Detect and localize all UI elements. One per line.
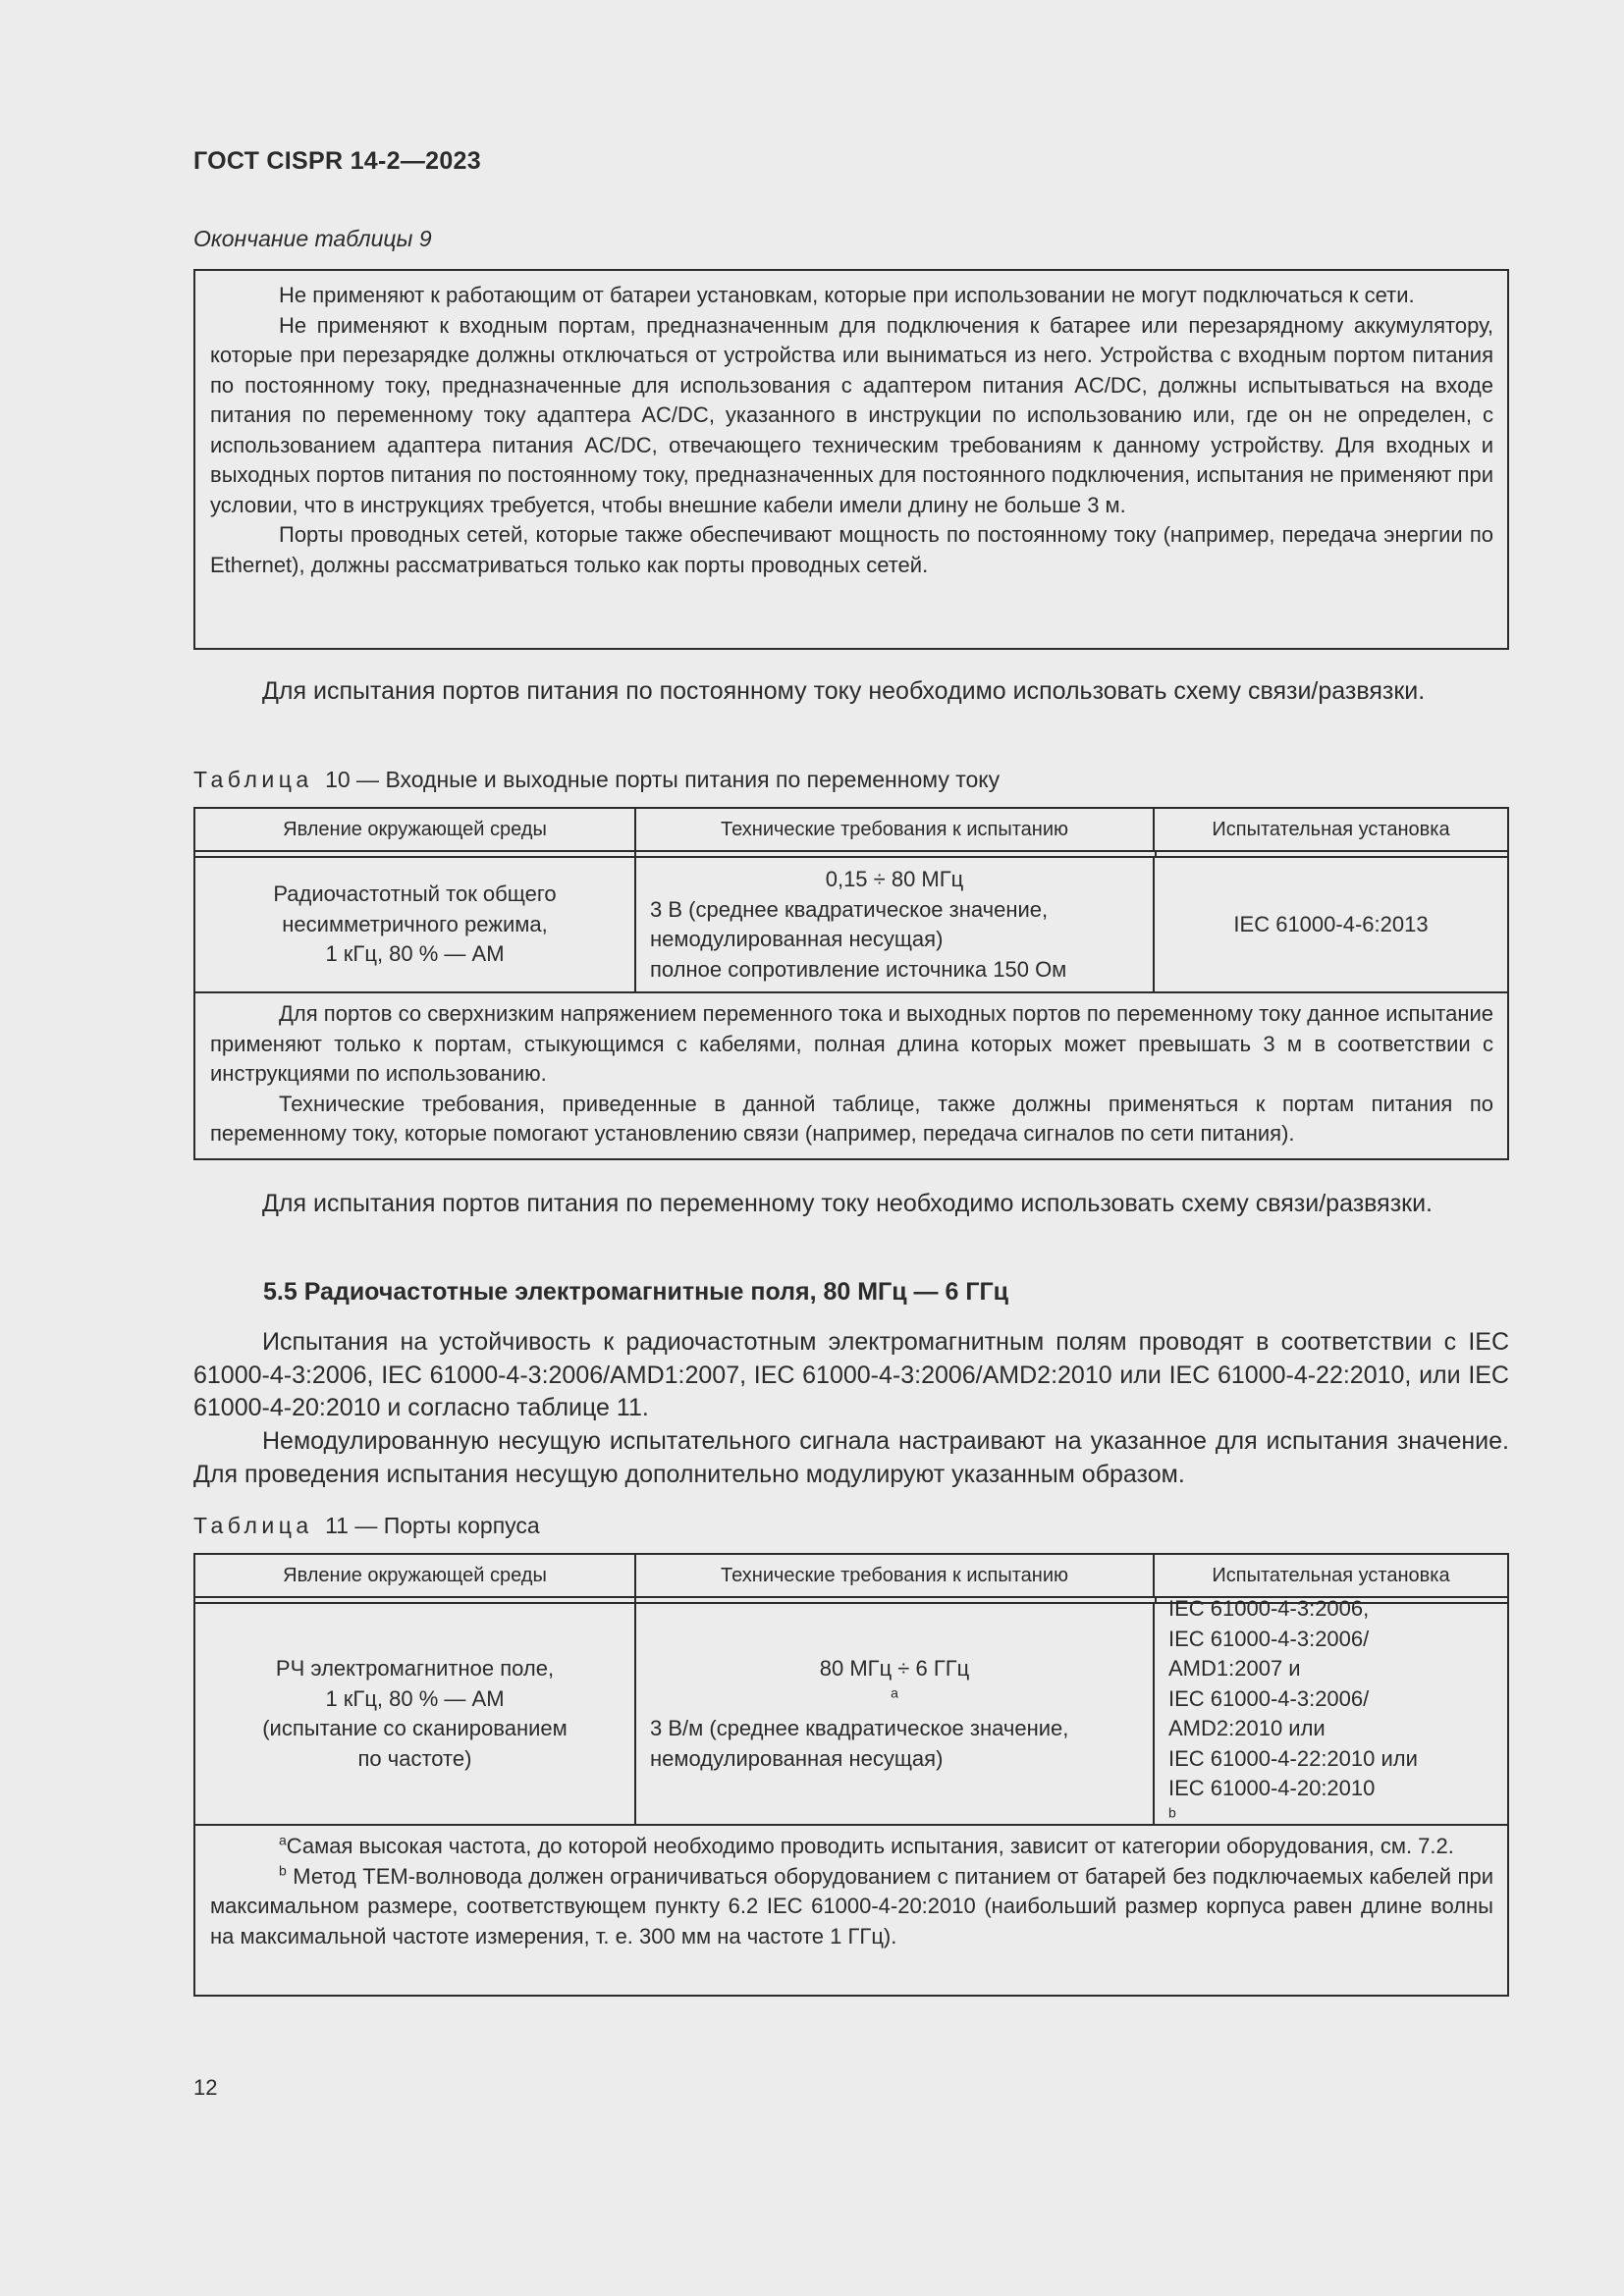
table11-setup-last-text: IEC 61000-4-20:2010: [1168, 1776, 1376, 1800]
table10-cell-setup: IEC 61000-4-6:2013: [1233, 911, 1429, 936]
table11-header-phenomenon: Явление окружающей среды: [195, 1555, 636, 1596]
table11-header-row: [193, 1553, 1509, 1598]
table10-requirement-line: полное сопротивление источника 150 Ом: [650, 956, 1067, 982]
footnote-a-text: Самая высокая частота, до которой необходимо проводить испытания, зависит от категории оборудования, см. 7.2.: [286, 1834, 1454, 1858]
footnote-b-text: Метод ТЕМ-волновода должен ограничиваться оборудованием с питанием от батарей без подключаемых кабелей при максимальном размере, соответствующем пункту 6.2 IEC 61000-4-20:2010 (наибольший размер корпуса равен длине волны на максимальной частоте измерения, т. е. 300 мм на частоте 1 ГГц).: [210, 1863, 1493, 1949]
table10-notes: [193, 993, 1509, 1160]
table9-note-1: Не применяют к работающим от батареи установкам, которые при использовании не могут подключаться к сети.: [279, 283, 1415, 307]
table10-note-1: Для портов со сверхнизким напряжением переменного тока и выходных портов по переменному току данное испытание применяют только к портам, стыкующимся с кабелями, полная длина которых может превышать 3 м в соответствии с инструкциями по использованию.: [210, 1001, 1493, 1086]
table9-note-2: Не применяют к входным портам, предназначенным для подключения к батарее или перезарядному аккумулятору, которые при перезарядке должны отключаться от устройства или выниматься из него. Устройства с входным портом питания по постоянному току, предназначенные для использования с адаптером питания AC/DC, должны испытываться на входе питания по переменному току адаптера AC/DC, указанного в инструкции по использованию или, где он не определен, с использованием адаптера питания AC/DC, отвечающего техническим требованиям к данному устройству. Для входных и выходных портов питания по постоянному току, предназначенных для постоянного подключения, испытания не применяют при условии, что в инструкциях требуется, чтобы внешние кабели имели длину не больше 3 м.: [210, 312, 1493, 517]
table11-setup-line: AMD1:2007 и: [1168, 1656, 1301, 1681]
table11: [193, 1553, 1509, 1997]
paragraph-dc-ports: Для испытания портов питания по постоянному току необходимо использовать схему связи/развязки.: [262, 677, 1426, 705]
table11-setup-line: AMD2:2010 или: [1168, 1716, 1326, 1740]
table11-setup-line-last: [1168, 1774, 1418, 1834]
table10-frequency-range: 0,15 ÷ 80 МГц: [825, 867, 964, 891]
table9-notes-box: [193, 269, 1509, 650]
table11-header-setup: Испытательная установка: [1212, 1564, 1450, 1586]
table11-frequency-range: [650, 1654, 1139, 1714]
table10-caption-text: 10 — Входные и выходные порты питания по переменному току: [325, 767, 1001, 792]
table10-phenomenon-line: 1 кГц, 80 % — АМ: [325, 941, 505, 967]
table11-setup-line: IEC 61000-4-22:2010 или: [1168, 1745, 1418, 1771]
table10-caption-label: Таблица: [193, 767, 313, 792]
table10-cell-phenomenon: [195, 858, 636, 991]
table11-cell-phenomenon: [195, 1604, 636, 1824]
table11-cell-requirements: [636, 1604, 1155, 1824]
table10-phenomenon-line: несимметричного режима,: [282, 911, 548, 936]
table11-requirement-line: 3 В/м (среднее квадратическое значение,: [650, 1716, 1069, 1740]
table11-header-requirements: Технические требования к испытанию: [636, 1555, 1155, 1596]
section-5-5-heading: 5.5 Радиочастотные электромагнитные поля, 80 МГц — 6 ГГц: [263, 1278, 1009, 1306]
table11-requirement-line: немодулированная несущая): [650, 1745, 944, 1771]
page-number: 12: [193, 2075, 218, 2100]
footnote-a-marker: a: [891, 1684, 898, 1701]
document-header: ГОСТ CISPR 14-2—2023: [193, 147, 481, 175]
table11-cell-setup: [1155, 1596, 1507, 1824]
table9-note-3: Порты проводных сетей, которые также обеспечивают мощность по постоянному току (например, передача энергии по Ethernet), должны рассматриваться только как порты проводных сетей.: [210, 522, 1493, 577]
table11-phenomenon-line: по частоте): [357, 1745, 472, 1771]
table10-phenomenon-line: Радиочастотный ток общего: [273, 881, 557, 907]
table-continuation-caption: Окончание таблицы 9: [193, 226, 432, 251]
table10-header-phenomenon: Явление окружающей среды: [195, 809, 636, 850]
table11-setup-line: IEC 61000-4-3:2006,: [1168, 1596, 1370, 1621]
table11-caption: [193, 1513, 540, 1539]
table11-phenomenon-line: (испытание со сканированием: [262, 1716, 568, 1740]
table11-footnote-b: [210, 1862, 1493, 1952]
table10-caption: [193, 767, 1000, 793]
table10-requirement-line: немодулированная несущая): [650, 927, 944, 951]
table11-phenomenon-line: 1 кГц, 80 % — АМ: [325, 1685, 505, 1711]
table10-requirement-line: 3 В (среднее квадратическое значение,: [650, 896, 1049, 922]
table11-setup-line: IEC 61000-4-3:2006/: [1168, 1685, 1370, 1711]
table10-data-row: [193, 856, 1509, 993]
table10-header-requirements: Технические требования к испытанию: [636, 809, 1155, 850]
paragraph-ac-ports: Для испытания портов питания по переменному току необходимо использовать схему связи/развязки.: [262, 1190, 1434, 1217]
table10-header-row: [193, 807, 1509, 852]
table11-caption-label: Таблица: [193, 1513, 313, 1538]
footnote-b-mark: b: [279, 1862, 287, 1879]
table11-data-row: [193, 1596, 1509, 1826]
table11-setup-line: IEC 61000-4-3:2006/: [1168, 1626, 1370, 1651]
footnote-a-mark: a: [279, 1832, 287, 1848]
section-5-5-paragraph-2: Немодулированную несущую испытательного сигнала настраивают на указанное для испытания значение. Для проведения испытания несущую дополнительно модулируют указанным образом.: [193, 1427, 1509, 1488]
section-5-5-paragraph-1: Испытания на устойчивость к радиочастотным электромагнитным полям проводят в соответствии с IEC 61000-4-3:2006, IEC 61000-4-3:2006/AMD1:2007, IEC 61000-4-3:2006/AMD2:2010 или IEC 61000-4-22:2010, или IEC 61000-4-20:2010 и согласно таблице 11.: [193, 1328, 1509, 1421]
table10-cell-requirements: [636, 858, 1155, 991]
table10-note-2: Технические требования, приведенные в данной таблице, также должны применяться к портам питания по переменному току, которые помогают установлению связи (например, передача сигналов по сети питания).: [210, 1091, 1493, 1146]
footnote-b-marker: b: [1168, 1804, 1176, 1821]
table11-caption-text: 11 — Порты корпуса: [325, 1513, 540, 1538]
table11-footnotes: [193, 1826, 1509, 1997]
table11-phenomenon-line: РЧ электромагнитное поле,: [275, 1656, 555, 1681]
table11-frequency-text: 80 МГц ÷ 6 ГГц: [819, 1656, 970, 1681]
table10: [193, 807, 1509, 1160]
table10-header-setup: Испытательная установка: [1212, 818, 1450, 840]
table11-footnote-a: [210, 1832, 1493, 1862]
